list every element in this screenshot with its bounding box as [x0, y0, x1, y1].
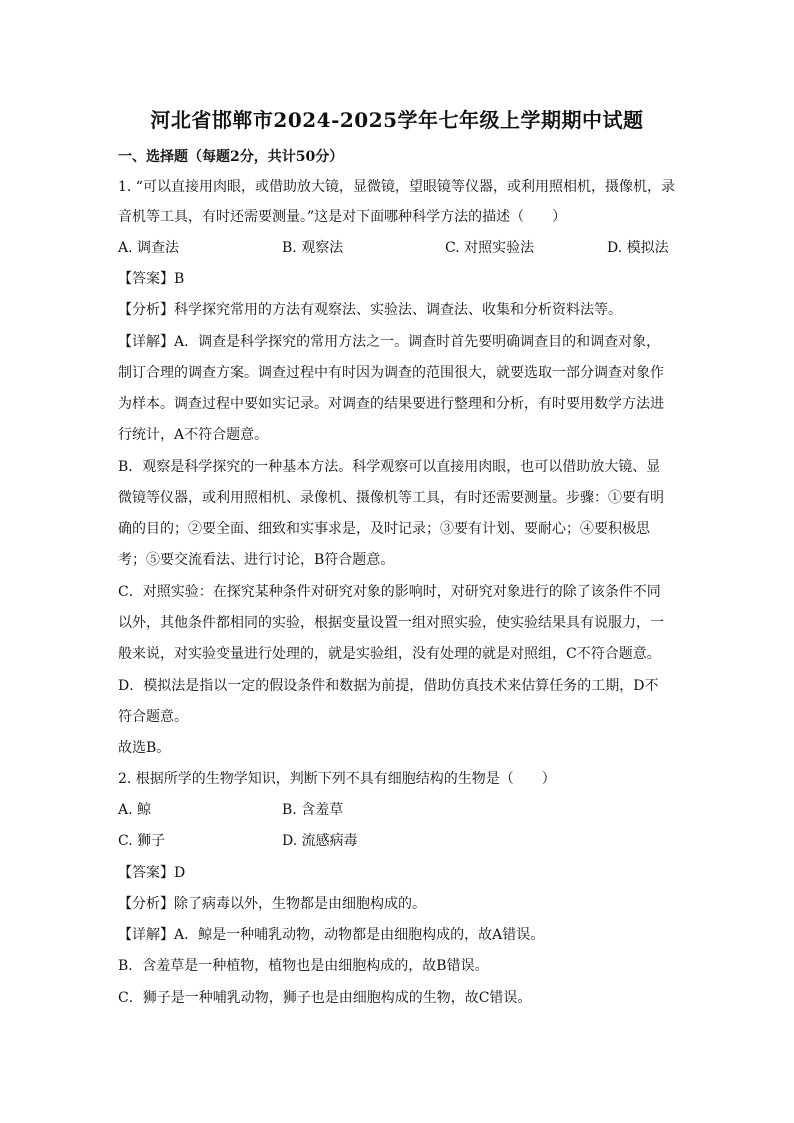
page-title: 河北省邯郸市2024-2025学年七年级上学期期中试题: [150, 108, 644, 132]
q1-analysis: 【分析】科学探究常用的方法有观察法、实验法、调查法、收集和分析资料法等。: [118, 302, 622, 318]
q2-answer: 【答案】D: [118, 865, 186, 881]
q1-detail-line: C．对照实验：在探究某种条件对研究对象的影响时，对研究对象进行的除了该条件不同: [118, 584, 661, 600]
q1-detail-line: 符合题意。: [118, 709, 188, 725]
q1-detail-line: 为样本。调查过程中要如实记录。对调查的结果要进行整理和分析，有时要用数学方法进: [118, 396, 664, 412]
q1-option-c: C. 对照实验法: [445, 240, 535, 256]
q1-option-a: A. 调查法: [118, 240, 180, 256]
q2-option-d: D. 流感病毒: [282, 833, 358, 849]
q2-detail-line: C．狮子是一种哺乳动物，狮子也是由细胞构成的生物，故C错误。: [118, 990, 532, 1006]
q2-option-a: A. 鲸: [118, 802, 152, 818]
q1-detail-line: 制订合理的调查方案。调查过程中有时因为调查的范围很大，就要选取一部分调查对象作: [118, 365, 664, 381]
q1-conclusion: 故选B。: [118, 740, 171, 756]
q2-option-c: C. 狮子: [118, 833, 166, 849]
q1-detail-line: 行统计，A不符合题意。: [118, 427, 269, 443]
q2-stem: 2. 根据所学的生物学知识，判断下列不具有细胞结构的生物是（ ）: [118, 771, 556, 787]
q1-stem-line: 1. “可以直接用肉眼，或借助放大镜，显微镜，望眼镜等仪器，或利用照相机，摄像机，录: [118, 179, 675, 195]
q1-option-d: D. 模拟法: [607, 240, 669, 256]
q1-detail-line: 【详解】A．调查是科学探究的常用方法之一。调查时首先要明确调查目的和调查对象，: [118, 334, 661, 350]
q1-stem-line: 音机等工具，有时还需要测量。”这是对下面哪种科学方法的描述（ ）: [118, 209, 567, 225]
q1-detail-line: 微镜等仪器，或利用照相机、录像机、摄像机等工具，有时还需要测量。步骤：①要有明: [118, 490, 664, 506]
q1-option-b: B. 观察法: [282, 240, 344, 256]
q1-detail-line: B．观察是科学探究的一种基本方法。科学观察可以直接用肉眼，也可以借助放大镜、显: [118, 459, 661, 475]
q1-detail-line: 般来说，对实验变量进行处理的，就是实验组，没有处理的就是对照组，C不符合题意。: [118, 646, 661, 662]
q2-analysis: 【分析】除了病毒以外，生物都是由细胞构成的。: [118, 896, 426, 912]
q2-detail-line: 【详解】A．鲸是一种哺乳动物，动物都是由细胞构成的，故A错误。: [118, 927, 545, 943]
q2-option-b: B. 含羞草: [282, 802, 344, 818]
q1-detail-line: 以外，其他条件都相同的实验，根据变量设置一组对照实验，使实验结果具有说服力，一: [118, 615, 664, 631]
q1-detail-line: 考；⑤要交流看法、进行讨论，B符合题意。: [118, 552, 395, 568]
q1-detail-line: D．模拟法是指以一定的假设条件和数据为前提，借助仿真技术来估算任务的工期，D不: [118, 678, 659, 694]
q1-detail-line: 确的目的；②要全面、细致和实事求是，及时记录；③要有计划、要耐心；④要积极思: [118, 521, 650, 537]
section-heading: 一、选择题（每题2分，共计50分）: [118, 149, 344, 165]
q2-detail-line: B．含羞草是一种植物，植物也是由细胞构成的，故B错误。: [118, 958, 489, 974]
q1-answer: 【答案】B: [118, 271, 185, 287]
